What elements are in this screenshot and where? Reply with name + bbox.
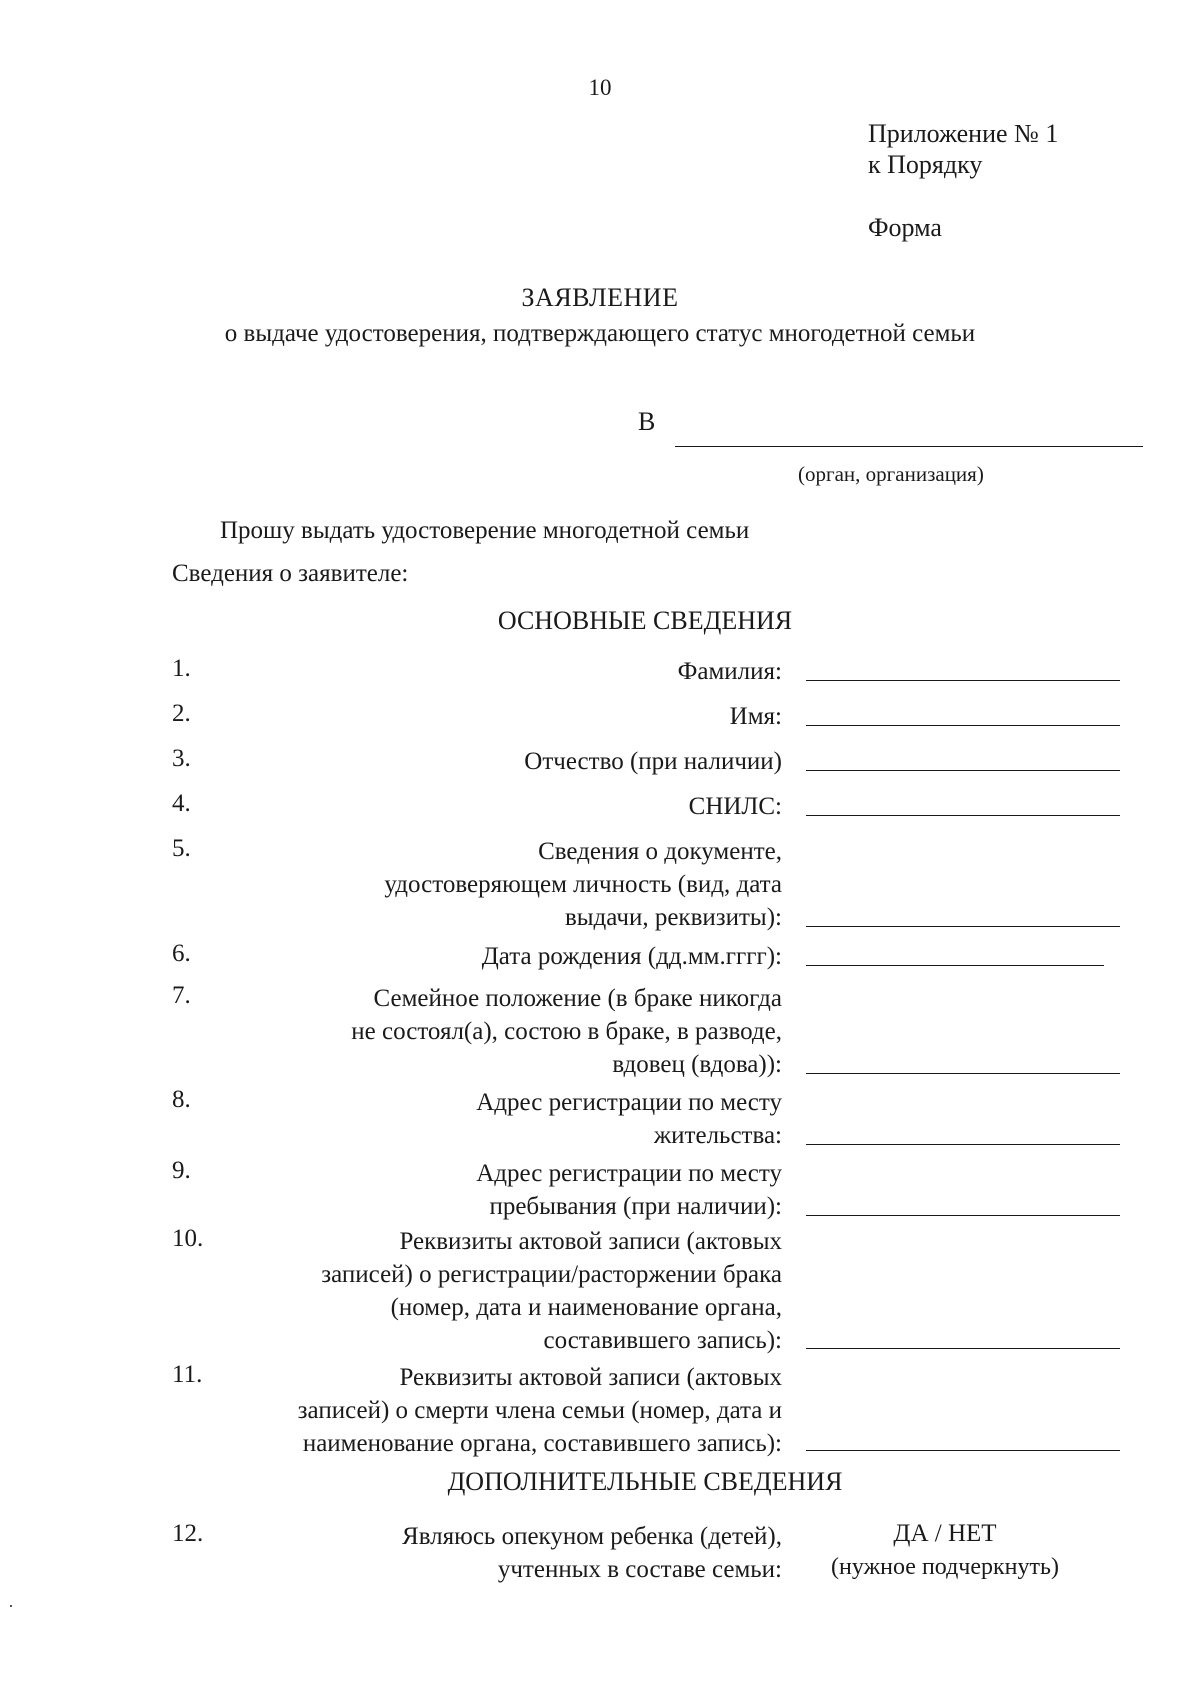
field-number: 6.	[172, 940, 191, 967]
residence-address-input-line[interactable]	[806, 1144, 1120, 1145]
document-subtitle: о выдаче удостоверения, подтверждающего статус многодетной семьи	[224, 320, 976, 347]
field-number: 12.	[172, 1520, 204, 1547]
field-label-line: наименование органа, составившего запись):	[302, 1430, 782, 1457]
field-number: 9.	[172, 1157, 191, 1184]
scan-speck	[10, 1605, 12, 1607]
field-number: 11.	[172, 1361, 203, 1388]
field-label-line: выдачи, реквизиты):	[564, 904, 782, 931]
field-label-line: Сведения о документе,	[538, 838, 782, 865]
guardian-underline-note: (нужное подчеркнуть)	[831, 1554, 1059, 1580]
field-label	[162, 1361, 782, 1460]
field-label-line: Фамилия:	[677, 658, 782, 685]
addressee-caption: (орган, организация)	[798, 462, 984, 486]
field-number: 8.	[172, 1086, 191, 1113]
marriage-record-input-line[interactable]	[806, 1348, 1120, 1349]
field-number: 4.	[172, 790, 191, 817]
field-label	[162, 1086, 782, 1152]
guardian-yes-no-options[interactable]: ДА / НЕТ	[893, 1520, 997, 1547]
field-label-line: Реквизиты актовой записи (актовых	[399, 1228, 782, 1255]
field-label-line: записей) о смерти члена семьи (номер, дата и	[297, 1397, 782, 1424]
field-label	[162, 745, 782, 778]
name-input-line[interactable]	[806, 725, 1120, 726]
document-title: ЗАЯВЛЕНИЕ	[521, 283, 679, 312]
field-number: 1.	[172, 655, 191, 682]
field-label-line: Являюсь опекуном ребенка (детей),	[402, 1523, 782, 1550]
field-number: 10.	[172, 1225, 204, 1252]
field-label-line: записей) о регистрации/расторжении брака	[321, 1261, 782, 1288]
field-label-line: пребывания (при наличии):	[489, 1193, 782, 1220]
field-label-line: Отчество (при наличии)	[524, 748, 782, 775]
field-label	[162, 1157, 782, 1223]
field-label-line: Дата рождения (дд.мм.гггг):	[481, 943, 782, 970]
field-label-line: не состоял(а), состою в браке, в разводе,	[351, 1018, 782, 1045]
birth-date-input-line[interactable]	[806, 965, 1104, 966]
field-number: 7.	[172, 982, 191, 1009]
field-label-line: Имя:	[729, 703, 782, 730]
identity-document-input-line[interactable]	[806, 926, 1120, 927]
field-label-line: учтенных в составе семьи:	[497, 1556, 782, 1583]
field-label	[162, 1520, 782, 1586]
field-label-line: Реквизиты актовой записи (актовых	[399, 1364, 782, 1391]
field-label	[162, 835, 782, 934]
death-record-input-line[interactable]	[806, 1450, 1120, 1451]
appendix-line-2: к Порядку	[868, 150, 983, 179]
field-label	[162, 790, 782, 823]
field-label-line: жительства:	[653, 1122, 782, 1149]
field-number: 2.	[172, 700, 191, 727]
page-number: 10	[588, 75, 612, 100]
field-label-line: составившего запись):	[543, 1327, 782, 1354]
field-number: 5.	[172, 835, 191, 862]
snils-input-line[interactable]	[806, 815, 1120, 816]
section-basic-title: ОСНОВНЫЕ СВЕДЕНИЯ	[497, 606, 793, 635]
field-label	[162, 700, 782, 733]
appendix-line-1: Приложение № 1	[868, 119, 1059, 148]
field-label-line: удостоверяющем личность (вид, дата	[384, 871, 782, 898]
request-text: Прошу выдать удостоверение многодетной семьи	[220, 517, 750, 544]
addressee-prefix: В	[638, 407, 656, 436]
field-label	[162, 982, 782, 1081]
patronymic-input-line[interactable]	[806, 770, 1120, 771]
field-label	[162, 655, 782, 688]
appendix-reference	[868, 118, 1058, 180]
field-label-line: (номер, дата и наименование органа,	[390, 1294, 782, 1321]
field-label-line: СНИЛС:	[688, 793, 782, 820]
field-label-line: Адрес регистрации по месту	[476, 1089, 782, 1116]
field-label	[162, 940, 782, 973]
marital-status-input-line[interactable]	[806, 1073, 1120, 1074]
addressee-input-line[interactable]	[675, 446, 1143, 447]
stay-address-input-line[interactable]	[806, 1215, 1120, 1216]
field-label-line: Адрес регистрации по месту	[476, 1160, 782, 1187]
section-extra-title: ДОПОЛНИТЕЛЬНЫЕ СВЕДЕНИЯ	[447, 1467, 843, 1496]
field-number: 3.	[172, 745, 191, 772]
surname-input-line[interactable]	[806, 680, 1120, 681]
field-label	[162, 1225, 782, 1357]
field-label-line: Семейное положение (в браке никогда	[373, 985, 782, 1012]
applicant-heading: Сведения о заявителе:	[172, 560, 409, 587]
field-label-line: вдовец (вдова)):	[612, 1051, 782, 1078]
form-label: Форма	[868, 213, 942, 242]
